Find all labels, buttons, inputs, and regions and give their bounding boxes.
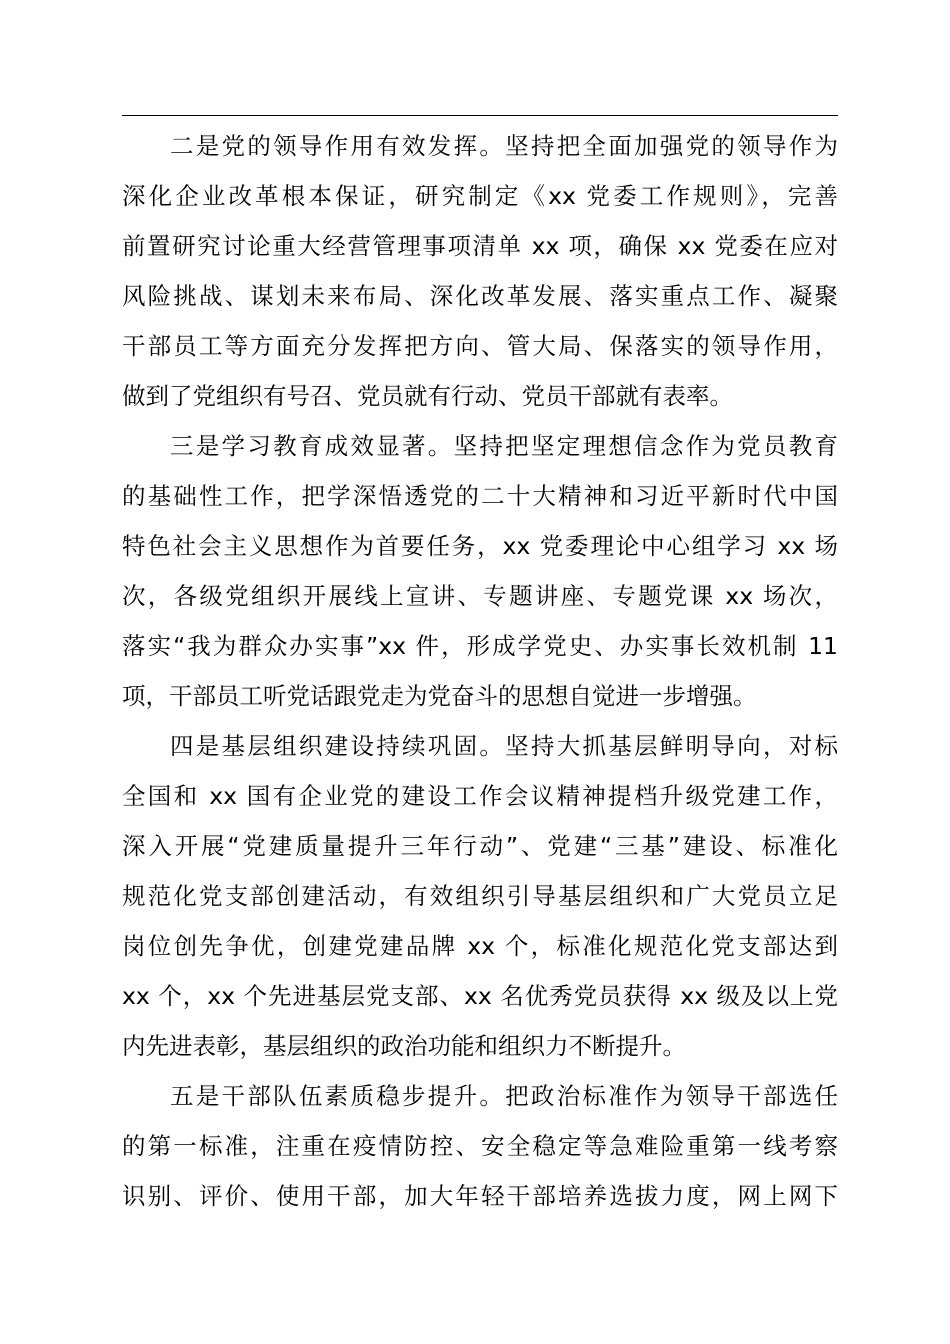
paragraph-line: 落实“我为群众办实事”xx 件，形成学党史、办实事长效机制 11 [122, 632, 838, 660]
paragraph-line: 识别、评价、使用干部，加大年轻干部培养选拔力度，网上网下 [122, 1182, 838, 1210]
paragraph-line: 做到了党组织有号召、党员就有行动、党员干部就有表率。 [122, 382, 733, 410]
paragraph-line: 三是学习教育成效显著。坚持把坚定理想信念作为党员教育 [170, 432, 838, 460]
paragraph-line: 四是基层组织建设持续巩固。坚持大抓基层鲜明导向，对标 [170, 732, 838, 760]
paragraph-line: 的第一标准，注重在疫情防控、安全稳定等急难险重第一线考察 [122, 1132, 838, 1160]
paragraph-line: 的基础性工作，把学深悟透党的二十大精神和习近平新时代中国 [122, 482, 838, 510]
paragraph-line: 干部员工等方面充分发挥把方向、管大局、保落实的领导作用， [122, 332, 838, 360]
body-text [122, 121, 838, 1221]
paragraph-line: 前置研究讨论重大经营管理事项清单 xx 项，确保 xx 党委在应对 [122, 232, 838, 260]
header-rule [122, 115, 838, 116]
paragraph-line: 项，干部员工听党话跟党走为党奋斗的思想自觉进一步增强。 [122, 682, 757, 710]
paragraph-line: 岗位创先争优，创建党建品牌 xx 个，标准化规范化党支部达到 [122, 932, 838, 960]
paragraph-line: 规范化党支部创建活动，有效组织引导基层组织和广大党员立足 [122, 882, 838, 910]
paragraph-line: 深入开展“党建质量提升三年行动”、党建“三基”建设、标准化 [122, 832, 838, 860]
paragraph-line: 次，各级党组织开展线上宣讲、专题讲座、专题党课 xx 场次， [122, 582, 838, 610]
paragraph-line: 特色社会主义思想作为首要任务，xx 党委理论中心组学习 xx 场 [122, 532, 838, 560]
paragraph-line: 内先进表彰，基层组织的政治功能和组织力不断提升。 [122, 1032, 686, 1060]
paragraph-line: 风险挑战、谋划未来布局、深化改革发展、落实重点工作、凝聚 [122, 282, 838, 310]
paragraph-line: 全国和 xx 国有企业党的建设工作会议精神提档升级党建工作， [122, 782, 838, 810]
paragraph-line: 二是党的领导作用有效发挥。坚持把全面加强党的领导作为 [170, 132, 838, 160]
paragraph-line: 五是干部队伍素质稳步提升。把政治标准作为领导干部选任 [170, 1082, 838, 1110]
paragraph-line: xx 个，xx 个先进基层党支部、xx 名优秀党员获得 xx 级及以上党 [122, 982, 838, 1010]
paragraph-line: 深化企业改革根本保证，研究制定《xx 党委工作规则》，完善 [122, 182, 838, 210]
